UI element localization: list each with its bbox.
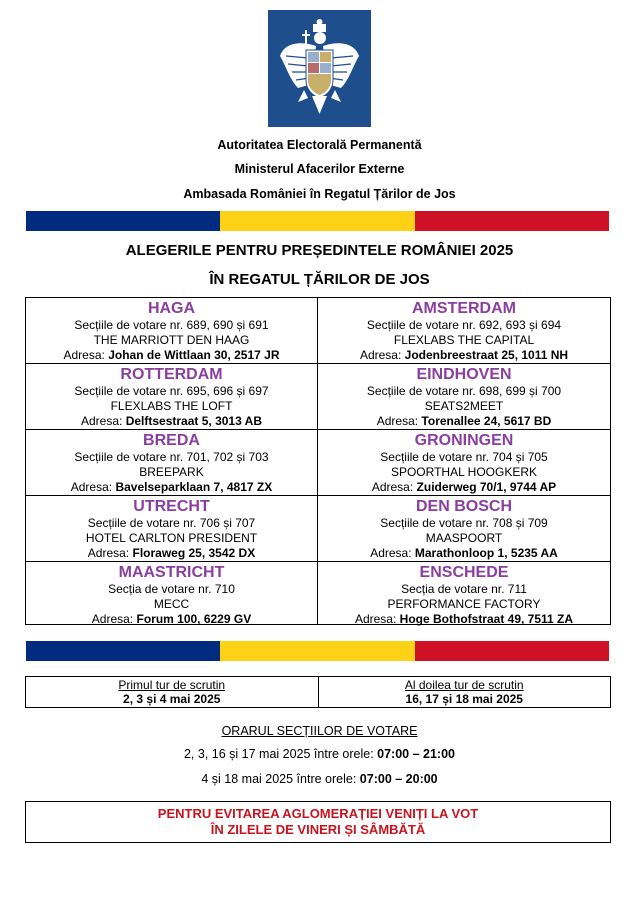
venue-name: SPOORTHAL HOOGKERK bbox=[390, 465, 538, 479]
document-subtitle: ÎN REGATUL ȚĂRILOR DE JOS bbox=[209, 271, 430, 288]
location-cell-groningen bbox=[318, 430, 610, 496]
venue-name: HOTEL CARLTON PRESIDENT bbox=[85, 531, 258, 545]
authority-name: Autoritatea Electorală Permanentă bbox=[217, 138, 422, 152]
address-value: Bavelseparklaan 7, 4817 ZX bbox=[115, 480, 273, 494]
venue-name: FLEXLABS THE LOFT bbox=[110, 399, 233, 413]
schedule-row bbox=[0, 747, 639, 761]
city-name: GRONINGEN bbox=[414, 432, 514, 449]
sections-text: Secțiile de votare nr. 704 și 705 bbox=[380, 450, 548, 464]
city-name: DEN BOSCH bbox=[415, 498, 512, 515]
address-label: Adresa: bbox=[371, 480, 417, 494]
flag-yellow-stripe bbox=[220, 641, 414, 661]
flag-blue-stripe bbox=[26, 211, 220, 231]
address-label: Adresa: bbox=[87, 546, 133, 560]
address-label: Adresa: bbox=[63, 348, 109, 362]
sections-text: Secțiile de votare nr. 689, 690 și 691 bbox=[74, 318, 269, 332]
sections-text: Secțiile de votare nr. 698, 699 și 700 bbox=[366, 384, 562, 398]
sections-text: Secția de votare nr. 711 bbox=[401, 582, 527, 596]
address-value: Torenallee 24, 5617 BD bbox=[421, 414, 552, 428]
sections-text: Secțiile de votare nr. 692, 693 și 694 bbox=[366, 318, 562, 332]
document-title: ALEGERILE PENTRU PREȘEDINTELE ROMÂNIEI 2025 bbox=[125, 242, 514, 259]
address-value: Johan de Wittlaan 30, 2517 JR bbox=[108, 348, 280, 362]
location-cell-rotterdam bbox=[26, 364, 318, 430]
tricolor-band-bottom bbox=[26, 641, 609, 661]
tricolor-band-top bbox=[26, 211, 609, 231]
round-label: Al doilea tur de scrutin bbox=[404, 678, 524, 692]
location-cell-enschede bbox=[318, 562, 610, 624]
round-label: Primul tur de scrutin bbox=[118, 678, 226, 692]
location-cell-maastricht bbox=[26, 562, 318, 624]
sections-text: Secțiile de votare nr. 701, 702 și 703 bbox=[74, 450, 269, 464]
round-dates: 2, 3 și 4 mai 2025 bbox=[123, 692, 221, 706]
city-name: ENSCHEDE bbox=[419, 564, 509, 581]
location-cell-utrecht bbox=[26, 496, 318, 562]
schedule-row bbox=[0, 772, 639, 786]
location-cell-amsterdam bbox=[318, 298, 610, 364]
address-label: Adresa: bbox=[370, 546, 415, 560]
address-value: Jodenbreestraat 25, 1011 NH bbox=[404, 348, 569, 362]
round-dates: 16, 17 și 18 mai 2025 bbox=[405, 692, 523, 706]
polling-stations-table bbox=[25, 297, 611, 625]
location-cell-breda bbox=[26, 430, 318, 496]
election-rounds-table bbox=[25, 676, 611, 708]
address-line bbox=[26, 348, 317, 363]
flag-blue-stripe bbox=[26, 641, 220, 661]
venue-name: PERFORMANCE FACTORY bbox=[387, 597, 541, 611]
address-line bbox=[318, 480, 610, 495]
address-label: Adresa: bbox=[70, 480, 116, 494]
location-cell-den-bosch bbox=[318, 496, 610, 562]
venue-name: SEATS2MEET bbox=[424, 399, 504, 413]
first-round bbox=[26, 677, 319, 707]
address-value: Floraweg 25, 3542 DX bbox=[132, 546, 256, 560]
city-name: MAASTRICHT bbox=[118, 564, 225, 581]
notice-line-1: PENTRU EVITAREA AGLOMERAȚIEI VENIȚI LA VOT bbox=[157, 806, 479, 821]
address-label: Adresa: bbox=[359, 348, 405, 362]
schedule-days: 2, 3, 16 și 17 mai 2025 între orele: bbox=[183, 747, 378, 761]
address-line bbox=[318, 414, 610, 429]
sections-text: Secția de votare nr. 710 bbox=[108, 582, 235, 596]
address-line bbox=[318, 546, 610, 561]
venue-name: FLEXLABS THE CAPITAL bbox=[393, 333, 535, 347]
sections-text: Secțiile de votare nr. 708 și 709 bbox=[380, 516, 548, 530]
address-label: Adresa: bbox=[354, 612, 400, 626]
address-label: Adresa: bbox=[81, 414, 126, 428]
coat-of-arms-emblem bbox=[268, 10, 371, 127]
venue-name: THE MARRIOTT DEN HAAG bbox=[93, 333, 250, 347]
venue-name: MECC bbox=[153, 597, 190, 611]
address-value: Zuiderweg 70/1, 9744 AP bbox=[416, 480, 557, 494]
address-line bbox=[318, 612, 610, 627]
crowd-avoidance-notice bbox=[25, 801, 611, 843]
address-value: Delftsestraat 5, 3013 AB bbox=[125, 414, 262, 428]
sections-text: Secțiile de votare nr. 706 și 707 bbox=[87, 516, 256, 530]
eagle-icon bbox=[268, 10, 371, 127]
address-line bbox=[318, 348, 610, 363]
schedule-hours: 07:00 – 20:00 bbox=[359, 772, 438, 786]
embassy-name: Ambasada României în Regatul Țărilor de Jos bbox=[183, 187, 456, 201]
address-label: Adresa: bbox=[91, 612, 137, 626]
location-cell-haga bbox=[26, 298, 318, 364]
address-line bbox=[26, 612, 317, 627]
schedule-days: 4 și 18 mai 2025 între orele: bbox=[201, 772, 360, 786]
notice-line-2: ÎN ZILELE DE VINERI ȘI SÂMBĂTĂ bbox=[210, 822, 426, 837]
ministry-name: Ministerul Afacerilor Externe bbox=[234, 162, 405, 176]
city-name: HAGA bbox=[147, 300, 196, 317]
venue-name: MAASPOORT bbox=[425, 531, 503, 545]
address-label: Adresa: bbox=[376, 414, 422, 428]
address-value: Forum 100, 6229 GV bbox=[136, 612, 252, 626]
flag-yellow-stripe bbox=[220, 211, 414, 231]
city-name: AMSTERDAM bbox=[412, 300, 516, 317]
address-value: Marathonloop 1, 5235 AA bbox=[414, 546, 558, 560]
address-line bbox=[26, 414, 317, 429]
sections-text: Secțiile de votare nr. 695, 696 și 697 bbox=[74, 384, 269, 398]
flag-red-stripe bbox=[415, 211, 609, 231]
city-name: ROTTERDAM bbox=[120, 366, 223, 383]
flag-red-stripe bbox=[415, 641, 609, 661]
location-cell-eindhoven bbox=[318, 364, 610, 430]
venue-name: BREEPARK bbox=[139, 465, 204, 479]
second-round bbox=[319, 677, 611, 707]
address-line bbox=[26, 546, 317, 561]
city-name: BREDA bbox=[143, 432, 200, 449]
address-line bbox=[26, 480, 317, 495]
schedule-hours: 07:00 – 21:00 bbox=[377, 747, 455, 761]
city-name: EINDHOVEN bbox=[416, 366, 512, 383]
schedule-title: ORARUL SECȚIILOR DE VOTARE bbox=[221, 724, 418, 738]
city-name: UTRECHT bbox=[133, 498, 210, 515]
address-value: Hoge Bothofstraat 49, 7511 ZA bbox=[399, 612, 574, 626]
